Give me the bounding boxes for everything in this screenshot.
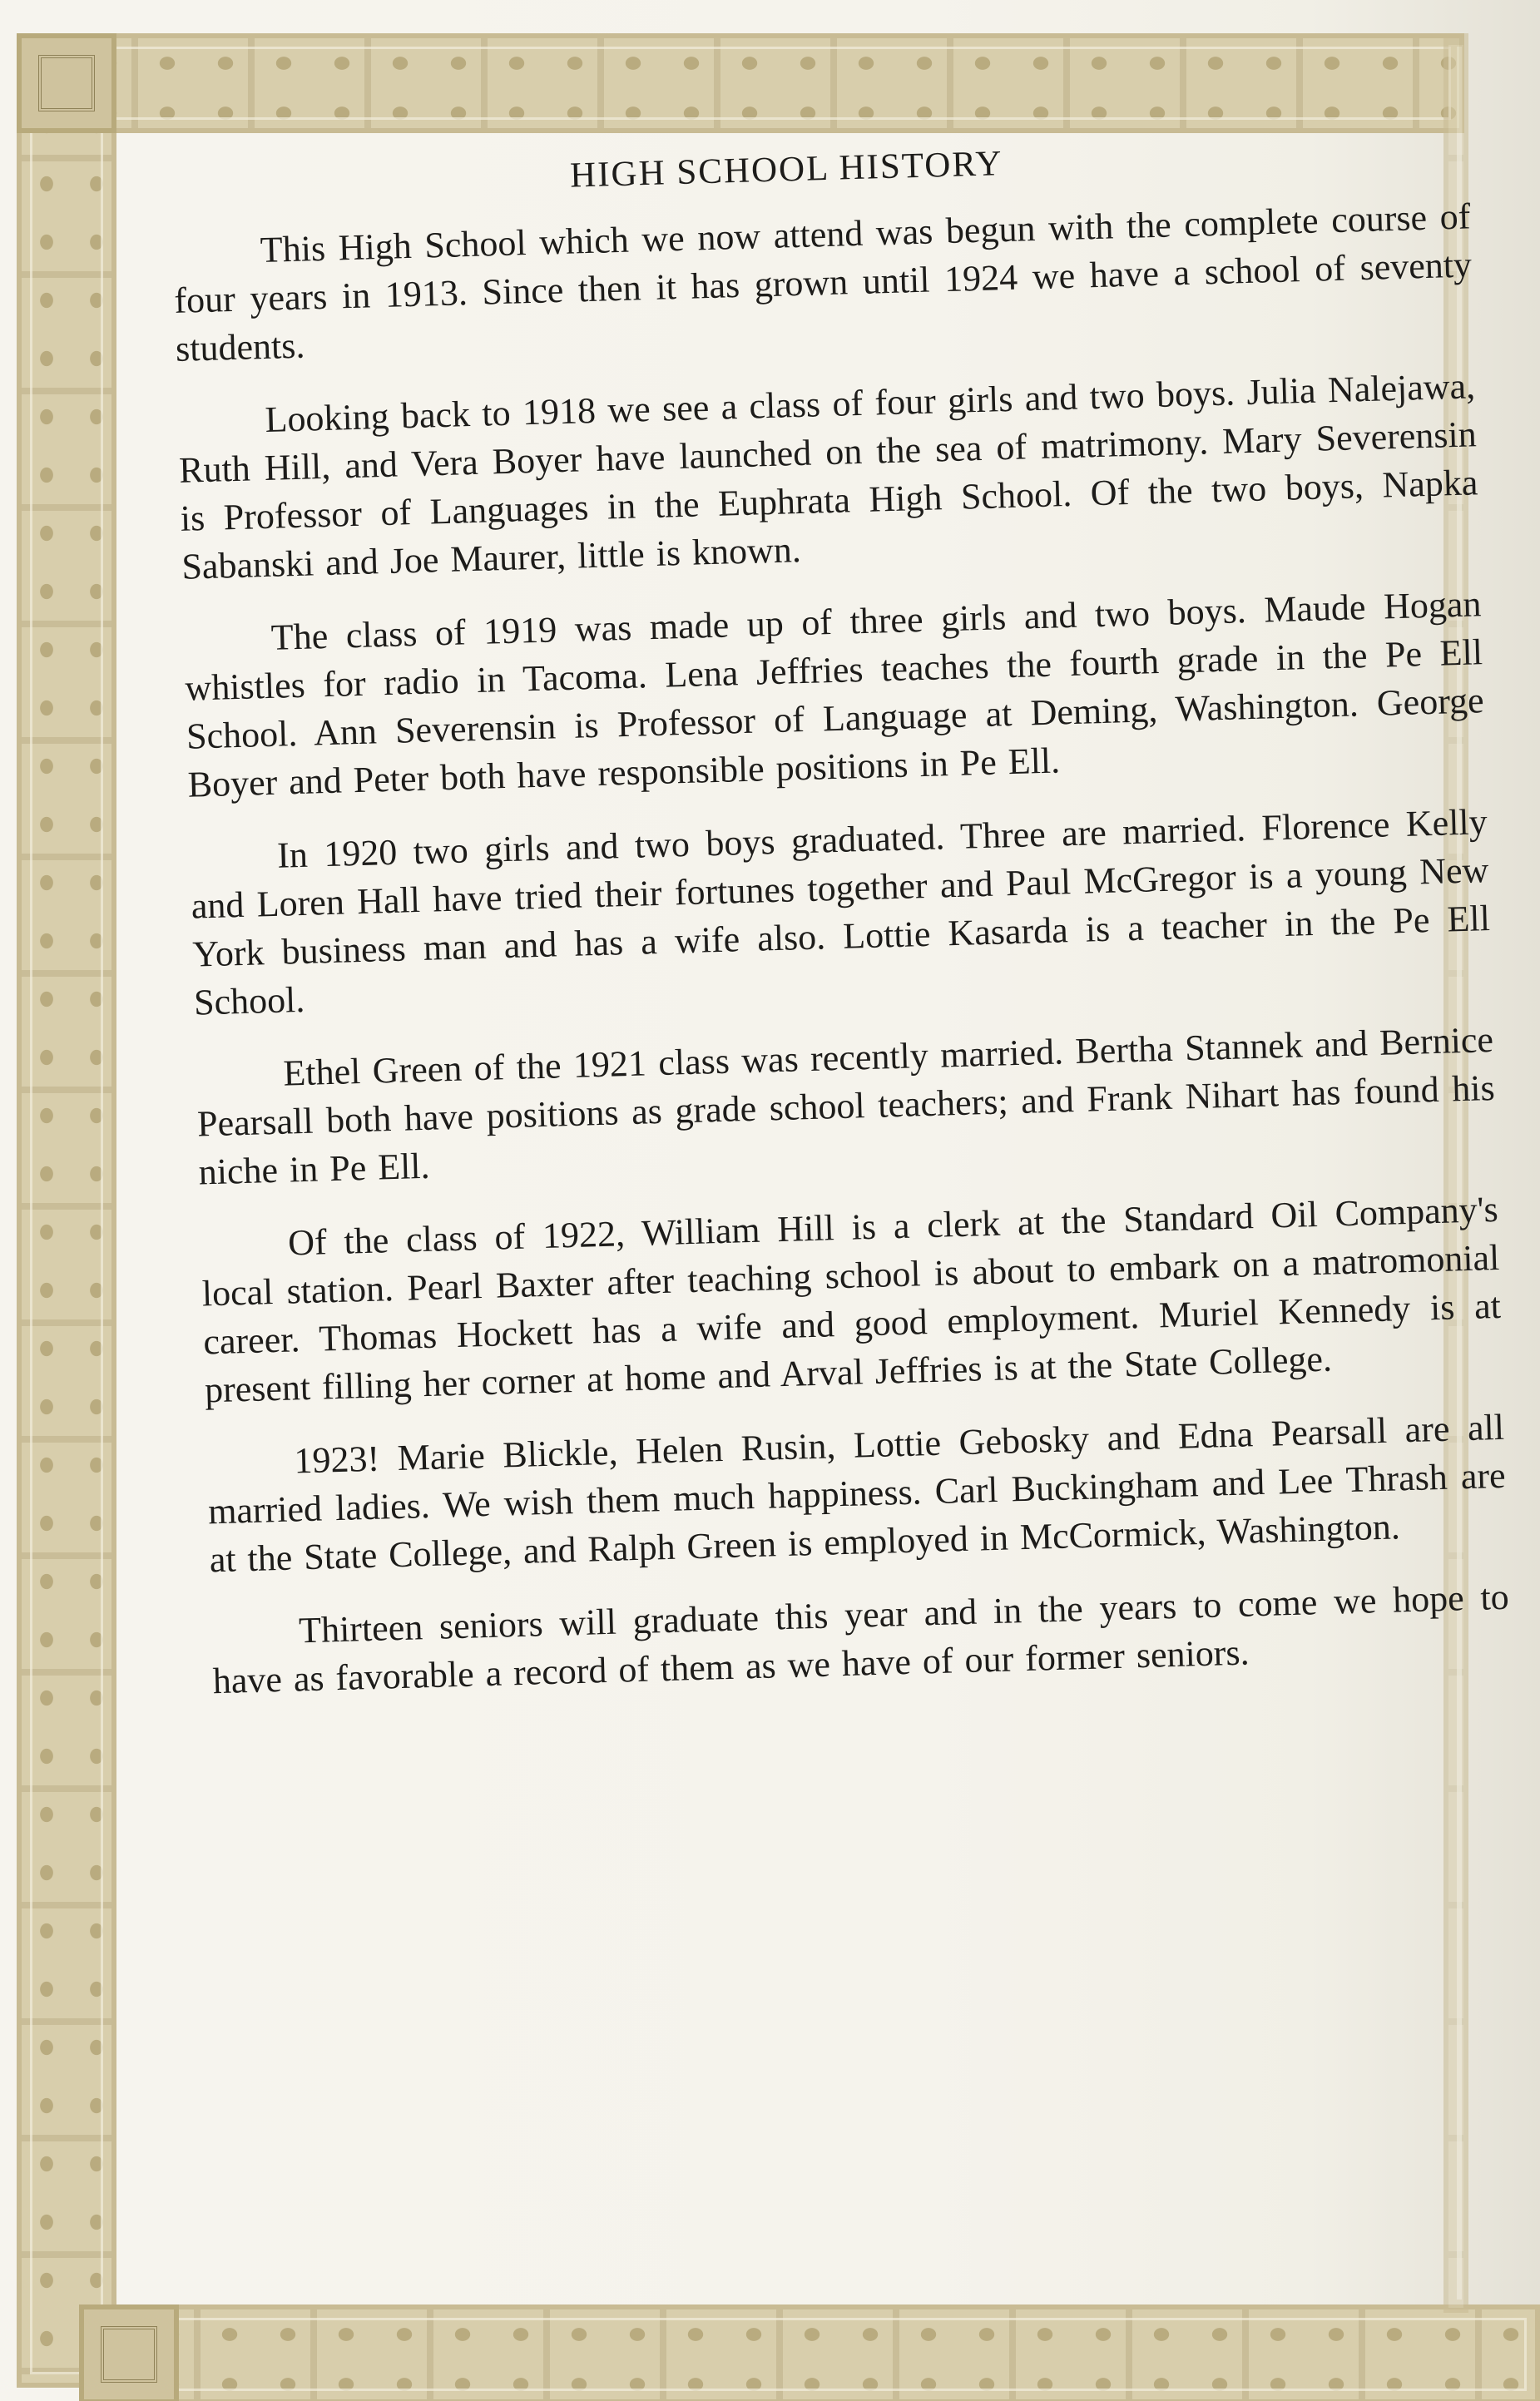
corner-ornament-icon <box>79 2304 179 2401</box>
ornamental-border-top <box>17 33 1464 133</box>
paragraph: Ethel Green of the 1921 class was recently married. Bertha Stannek and Bernice Pearsall both have positions as grade school teachers; and Frank Nihart has found his niche in Pe Ell. <box>196 1019 1496 1193</box>
paragraph: 1923! Marie Blickle, Helen Rusin, Lottie Gebosky and Edna Pearsall are all married ladies. We wish them much happiness. Carl Buckingham and Lee Thrash are at the State College, and Ralph Green is employed in McCormick, Washington. <box>207 1406 1507 1581</box>
page-content <box>171 130 1512 1730</box>
paragraph: This High School which we now attend was begun with the complete course of four years in 1913. Since then it has grown until 1924 we have a school of seventy students. <box>173 196 1473 369</box>
paragraph: Thirteen seniors will graduate this year and in the years to come we hope to have as favorable a record of them as we have of our former seniors. <box>212 1576 1510 1702</box>
ornamental-border-left <box>17 33 116 2388</box>
paragraph: Looking back to 1918 we see a class of four girls and two boys. Julia Nalejawa, Ruth Hill, and Vera Boyer have launched on the sea of matrimony. Mary Severensin is Professor of Languages in the Euphrata High School. Of the two boys, Napka Sabanski and Joe Maurer, little is known. <box>178 365 1478 587</box>
corner-ornament-icon <box>17 33 116 133</box>
page-title: HIGH SCHOOL HISTORY <box>569 144 1004 196</box>
ornamental-border-bottom <box>79 2304 1540 2401</box>
paragraph: Of the class of 1922, William Hill is a clerk at the Standard Oil Company's local station. Pearl Baxter after teaching school is about to embark on a matromonial career. Thomas Hockett has a wife and good employment. Muriel Kennedy is at present filling her corner at home and Arval Jeffries is at the State College. <box>201 1188 1502 1411</box>
paragraph: The class of 1919 was made up of three girls and two boys. Maude Hogan whistles for radio in Tacoma. Lena Jeffries teaches the fourth grade in the Pe Ell School. Ann Severensin is Professor of Language at Deming, Washington. George Boyer and Peter both have responsible positions in Pe Ell. <box>184 583 1485 805</box>
paragraph: In 1920 two girls and two boys graduated. Three are married. Florence Kelly and Loren Hall have tried their fortunes together and Paul McGregor is a young New York business man and has a wife also. Lottie Kasarda is a teacher in the Pe Ell School. <box>191 801 1491 1023</box>
